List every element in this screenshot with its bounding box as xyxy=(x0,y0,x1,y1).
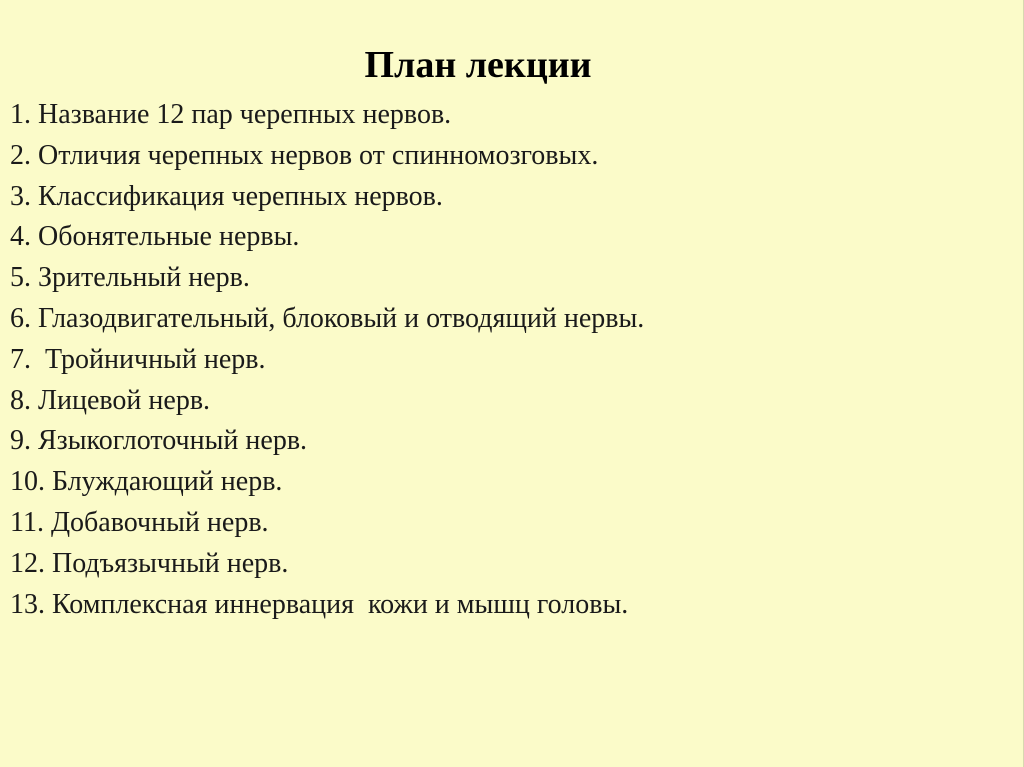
list-item: 11. Добавочный нерв. xyxy=(10,506,269,538)
list-item: 9. Языкоглоточный нерв. xyxy=(10,425,308,457)
lecture-plan-list xyxy=(10,95,644,625)
list-item: 2. Отличия черепных нервов от спинномозговых. xyxy=(10,139,599,171)
list-item: 6. Глазодвигательный, блоковый и отводящий нервы. xyxy=(10,302,645,334)
list-item: 10. Блуждающий нерв. xyxy=(10,466,283,498)
list-item: 12. Подъязычный нерв. xyxy=(10,547,289,579)
list-item: 1. Название 12 пар черепных нервов. xyxy=(10,99,452,130)
slide-title: План лекции xyxy=(364,44,592,86)
list-item: 5. Зрительный нерв. xyxy=(10,262,250,294)
list-item: 8. Лицевой нерв. xyxy=(10,384,211,416)
list-item: 13. Комплексная иннервация кожи и мышц головы. xyxy=(10,588,629,620)
list-item: 7. Тройничный нерв. xyxy=(10,343,266,375)
list-item: 4. Обонятельные нервы. xyxy=(10,221,300,253)
list-item: 3. Классификация черепных нервов. xyxy=(10,180,443,212)
